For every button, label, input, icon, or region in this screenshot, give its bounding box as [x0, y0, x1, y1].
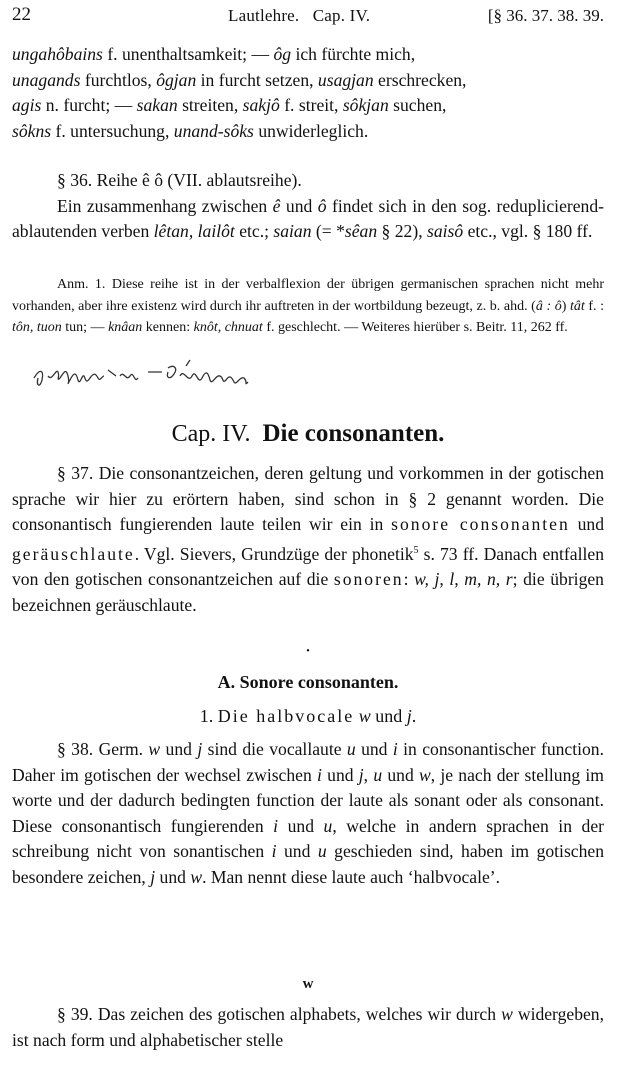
section-37: [12, 461, 604, 618]
gothic-word: saian: [273, 221, 312, 242]
section-range: [§ 36. 37. 38. 39.: [487, 6, 604, 25]
gothic-word: usagjan: [317, 69, 374, 90]
text-line: [12, 119, 604, 145]
letter: j: [150, 866, 156, 887]
text-run: Anm. 1. Diese reihe ist in der verbalflexion der übrigen germanischen sprachen nicht mehr vorhanden, aber ihre existenz wird durch ihr auftreten in der wortbildung bezeugt, z. b. ahd. (: [12, 277, 604, 314]
text-line: [12, 68, 604, 94]
letter-list: w, j, l, m, n, r: [414, 569, 513, 590]
chapter-number: Cap. IV.: [171, 421, 251, 447]
vowel: ô: [317, 195, 327, 216]
vowel-pair: â : ô: [535, 298, 562, 314]
section-39: [12, 1002, 604, 1053]
text-run: und: [382, 764, 419, 785]
text-run: furchtlos,: [80, 69, 157, 90]
text-run: streiten,: [177, 95, 243, 116]
text-run: geschieden sind, haben im gotischen besondere zeichen,: [12, 841, 605, 887]
chapter-heading: [12, 420, 604, 448]
section-text: [12, 1002, 604, 1053]
text-run: § 38. Germ.: [57, 739, 149, 759]
paragraph-continuation: [12, 42, 604, 144]
spaced-term: geräuschlaute: [12, 543, 135, 564]
text-run: und: [370, 706, 407, 726]
text-run: ,: [363, 764, 374, 785]
letter: u: [373, 764, 383, 785]
gothic-word: saisô: [427, 221, 464, 242]
text-run: § 37. Die consonantzeichen, deren geltung und vorkommen in der gotischen sprache wir hier zu erörtern haben, sind schon in § 2 genannt worden. Die consonantisch fungierenden laute teilen wir ein in: [12, 463, 604, 535]
page-number: 22: [12, 4, 31, 25]
running-title: Lautlehre. Cap. IV.: [228, 6, 371, 25]
annotation-text: [12, 274, 604, 339]
text-run: ): [561, 298, 570, 314]
subsection-heading: A. Sonore consonanten.: [217, 672, 399, 692]
letter: w: [148, 739, 161, 759]
text-run: , je nach der stellung im worte und der dadurch bedingten function der laute als sonant oder als consonant. Diese consonantisch fungierenden: [12, 764, 604, 836]
gothic-word: sêan: [344, 221, 378, 242]
spaced-term: Die halbvocale: [217, 706, 355, 726]
section-text: [12, 461, 604, 618]
text-run: widergeben, ist nach form und alphabetischer stelle: [12, 1004, 605, 1050]
text-run: suchen,: [388, 95, 447, 116]
text-run: . Man nennt diese laute auch ‘halbvocale’.: [202, 866, 501, 887]
text-run: und: [355, 739, 393, 759]
text-run: unwiderleglich.: [253, 120, 369, 141]
gothic-word: sôkns: [12, 120, 52, 141]
text-run: etc., vgl. § 180 ff.: [463, 221, 593, 242]
text-run: und: [569, 514, 605, 535]
gothic-word: agis: [12, 95, 42, 116]
running-header: [12, 4, 604, 28]
letter: i: [271, 841, 277, 862]
text-run: und: [278, 815, 324, 836]
text-run: 1.: [199, 706, 218, 726]
text-run: kennen:: [142, 320, 194, 336]
letter: w: [501, 1004, 513, 1024]
gothic-word: sakjô: [242, 95, 280, 116]
letter: u: [346, 739, 356, 759]
letter: i: [317, 764, 322, 785]
section-38: [12, 737, 604, 891]
text-run: in furcht setzen,: [196, 69, 318, 90]
text-run: tun; —: [61, 320, 109, 336]
gothic-word: unand-sôks: [173, 120, 254, 141]
gothic-word: ungahôbains: [12, 44, 103, 64]
annotation-1: [12, 274, 604, 339]
text-run: sind die vocallaute: [202, 739, 347, 759]
text-run: § 39. Das zeichen des gotischen alphabets, welches wir durch: [57, 1004, 502, 1024]
vowel: ê: [272, 195, 281, 216]
letter: w: [190, 866, 203, 887]
letter: j: [358, 764, 364, 785]
letter: j: [197, 739, 203, 759]
gothic-word: lêtan, lailôt: [153, 221, 235, 242]
text-run: und: [321, 764, 359, 785]
text-run: f. untersuchung,: [51, 120, 174, 141]
text-run: und: [160, 739, 198, 759]
text-run: etc.;: [234, 221, 274, 242]
text-run: f. streit,: [279, 95, 343, 116]
text-run: .: [411, 706, 417, 726]
text-run: in consonantischer function. Daher im gotischen der wechsel zwischen: [12, 739, 604, 785]
text-run: f. :: [584, 298, 605, 314]
letter: j: [406, 706, 412, 726]
text-run: und: [276, 841, 318, 862]
letter: i: [273, 815, 279, 836]
gothic-word: ôgjan: [156, 69, 197, 90]
ahd-word: tôn, tuon: [12, 320, 62, 336]
text-run: findet sich in den sog. reduplicierend-ablautenden verben: [12, 195, 604, 242]
text-run: und: [155, 866, 191, 887]
text-run: f. geschlecht. — Weiteres hierüber s. Beitr. 11, 262 ff.: [262, 320, 568, 336]
letter: w: [418, 764, 431, 785]
handwritten-annotation: [28, 352, 288, 392]
section-text: [12, 737, 604, 891]
text-run: :: [403, 569, 415, 590]
text-run: . Vgl. Sievers, Grundzüge der phonetik: [134, 543, 414, 564]
edition-superscript: 5: [413, 544, 419, 556]
text-run: f. unenthaltsamkeit; —: [102, 44, 274, 64]
letter: w: [358, 706, 371, 726]
text-run: n. furcht; —: [41, 95, 137, 116]
text-run: ; die übrigen bezeichnen geräuschlaute.: [12, 569, 604, 615]
text-run: und: [280, 195, 318, 216]
text-line: [12, 42, 604, 68]
letter-heading-w: w: [302, 976, 314, 992]
section-36: [12, 168, 604, 245]
spaced-term: sonoren: [333, 569, 404, 590]
chapter-title: Die consonanten.: [262, 420, 445, 447]
gothic-word: sôkjan: [342, 95, 389, 116]
subsubsection-heading: [12, 706, 604, 727]
ahd-word: tât: [569, 298, 585, 314]
text-run: , welche in andern sprachen in der schreibung nicht von sonantischen: [12, 815, 604, 862]
letter: u: [317, 841, 327, 862]
section-text: [12, 194, 604, 245]
text-run: Ein zusammenhang zwischen: [57, 195, 273, 216]
letter: u: [323, 815, 333, 836]
text-line: [12, 93, 604, 119]
gothic-word: sakan: [136, 95, 178, 116]
letter: i: [392, 739, 398, 759]
center-dot: •: [306, 646, 310, 657]
section-heading: § 36. Reihe ê ô (VII. ablautsreihe).: [57, 170, 302, 190]
ahd-word: knôt, chnuat: [193, 320, 263, 336]
spaced-term: sonore consonanten: [391, 514, 570, 535]
text-run: s. 73 ff. Danach entfallen von den gotischen consonantzeichen auf die: [12, 543, 604, 590]
ahd-word: knâan: [108, 320, 143, 336]
gothic-word: ôg: [273, 44, 292, 64]
text-run: erschrecken,: [373, 69, 467, 90]
text-run: ich fürchte mich,: [291, 44, 416, 64]
text-run: § 22),: [377, 221, 427, 242]
gothic-word: unagands: [12, 69, 81, 90]
text-run: (= *: [311, 221, 345, 242]
